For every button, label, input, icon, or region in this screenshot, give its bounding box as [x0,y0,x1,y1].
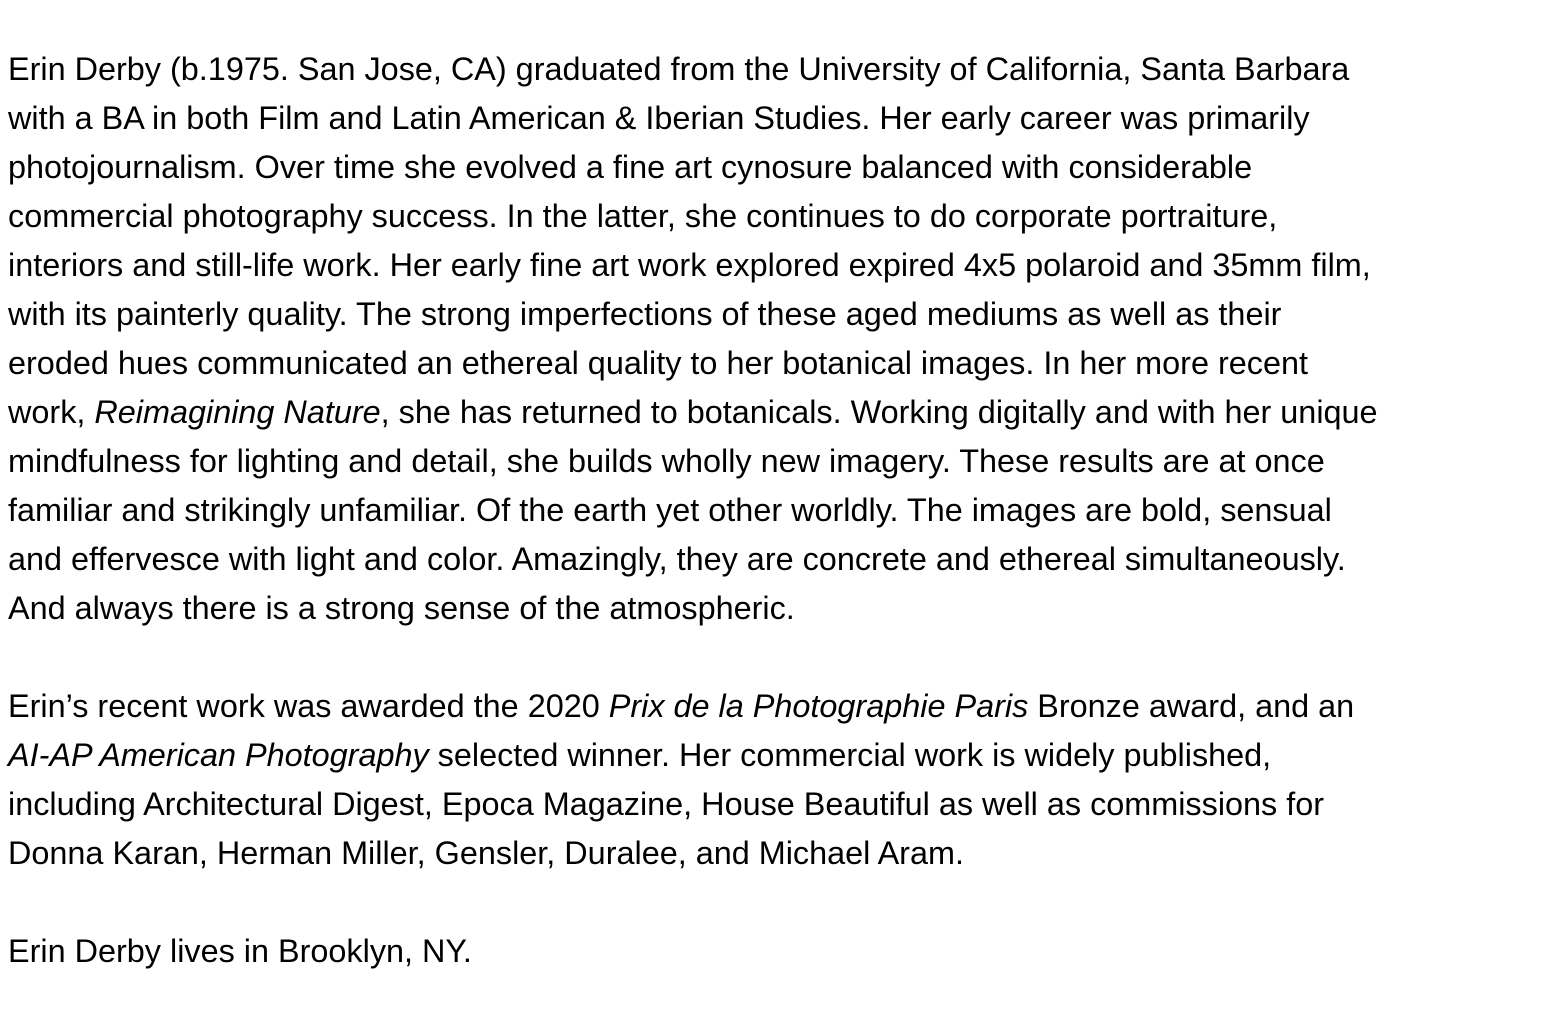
paragraph-gap [8,878,1556,927]
bio-line: photojournalism. Over time she evolved a fine art cynosure balanced with considerable [8,149,1253,185]
bio-text: , she has returned to botanicals. Working digitally and with her unique [380,394,1378,430]
award-name-prix: Prix de la Photographie Paris [608,688,1029,724]
bio-text: work, [8,394,95,430]
bio-text: Erin’s recent work was awarded the 2020 [8,688,609,724]
bio-paragraph-3 [8,927,1556,976]
bio-line: interiors and still-life work. Her early fine art work explored expired 4x5 polaroid and 35mm film, [8,247,1371,283]
bio-line: commercial photography success. In the latter, she continues to do corporate portraiture, [8,198,1278,234]
paragraph-gap [8,633,1556,682]
bio-line: and effervesce with light and color. Amazingly, they are concrete and ethereal simultaneously. [8,541,1346,577]
bio-line: Donna Karan, Herman Miller, Gensler, Duralee, and Michael Aram. [8,835,964,871]
bio-line: Erin Derby lives in Brooklyn, NY. [8,933,472,969]
bio-line: with a BA in both Film and Latin American & Iberian Studies. Her early career was primarily [8,100,1310,136]
bio-line: And always there is a strong sense of the atmospheric. [8,590,795,626]
bio-text: Bronze award, and an [1028,688,1355,724]
bio-line: familiar and strikingly unfamiliar. Of the earth yet other worldly. The images are bold, sensual [8,492,1332,528]
work-title-reimagining-nature: Reimagining Nature [94,394,381,430]
bio-line: mindfulness for lighting and detail, she builds wholly new imagery. These results are at once [8,443,1325,479]
bio-text: selected winner. Her commercial work is widely published, [428,737,1272,773]
bio-line [8,731,1556,780]
bio-line: including Architectural Digest, Epoca Magazine, House Beautiful as well as commissions for [8,786,1325,822]
bio-line: Erin Derby (b.1975. San Jose, CA) graduated from the University of California, Santa Barbara [8,51,1350,87]
award-name-aiap: AI-AP American Photography [8,737,429,773]
artist-bio [8,45,1556,976]
bio-line: eroded hues communicated an ethereal quality to her botanical images. In her more recent [8,345,1308,381]
bio-paragraph-2 [8,682,1556,878]
bio-line: with its painterly quality. The strong imperfections of these aged mediums as well as their [8,296,1282,332]
bio-paragraph-1 [8,45,1556,633]
bio-line [8,682,1556,731]
bio-line [8,388,1556,437]
